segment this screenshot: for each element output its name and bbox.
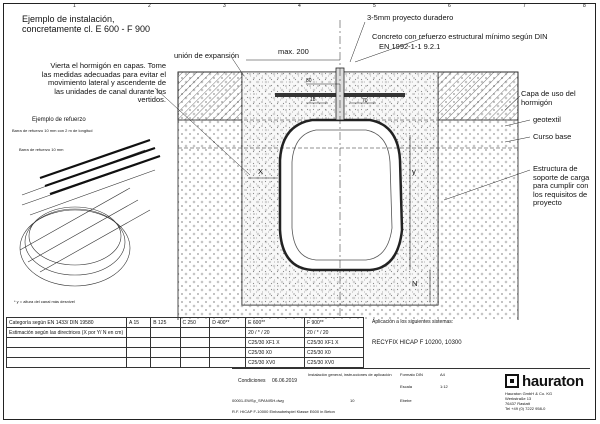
scale-value: 1:12 xyxy=(440,384,448,389)
zone-5: 5 xyxy=(373,3,376,9)
format-label: Formato DIN xyxy=(400,372,423,377)
footnote: * y = altura del canal más desnivel xyxy=(14,299,75,304)
left-surface-slab xyxy=(178,72,242,120)
company-address xyxy=(505,391,552,411)
zone-1: 1 xyxy=(73,3,76,9)
spec-header-d400: D 400** xyxy=(210,318,246,328)
pour-line-2: las medidas adecuadas para evitar el xyxy=(41,69,166,79)
support-line-1: Estructura de xyxy=(533,164,578,173)
spec-header-a15: A 15 xyxy=(127,318,151,328)
dim-70: 70 xyxy=(362,98,368,104)
address-line-3: 76437 Rastatt xyxy=(505,401,530,406)
company-phone: Tel +49 (0) 7222 958-0 xyxy=(505,406,546,411)
table-row xyxy=(7,338,364,348)
page-number: 10 xyxy=(350,398,355,403)
address-line-1: Hauraton GmbH & Co. KG xyxy=(505,391,553,396)
pour-line-1: Vierta el hormigón en capas. Tome xyxy=(50,61,166,70)
spec-cell: C25/30 XV0 xyxy=(246,358,305,368)
rebar-label-b: Barra de refuerzo 10 mm xyxy=(19,147,64,152)
wear-layer-line-1: Capa de uso del xyxy=(521,89,576,98)
pour-line-5: vertidos. xyxy=(137,95,166,104)
zone-4: 4 xyxy=(298,3,301,9)
title-line-2: concretamente cl. E 600 - F 900 xyxy=(22,24,151,34)
support-line-2: soporte de carga xyxy=(533,172,590,182)
rebar-label-a: Barra de refuerzo 10 mm con 2 m de longitud xyxy=(12,128,93,133)
spec-header-c250: C 250 xyxy=(180,318,210,328)
application-label: Aplicación a los siguientes sistemas: xyxy=(372,319,454,325)
address-line-2: Werkstraße 13 xyxy=(505,396,532,401)
label-expansion-joint: unión de expansión xyxy=(174,51,240,60)
label-max-dim: max. 200 xyxy=(278,47,309,56)
right-surface-slab xyxy=(438,72,518,120)
zone-7: 7 xyxy=(523,3,526,9)
company-name: hauraton xyxy=(522,372,584,390)
spec-cell: C25/30 XF1 X xyxy=(305,338,364,348)
spec-header-category: Categoría según EN 1433/ DIN 19580 xyxy=(7,318,127,328)
dim-n: N xyxy=(412,279,418,288)
zone-8: 8 xyxy=(583,3,586,9)
support-line-5: proyecto xyxy=(533,198,562,207)
spec-cell: 20 / * / 20 xyxy=(246,328,305,338)
spec-header-b125: B 125 xyxy=(151,318,180,328)
label-geotextile: geotextil xyxy=(533,115,561,124)
dim-80: 80 xyxy=(306,78,312,84)
table-row xyxy=(7,348,364,358)
application-value: RECYFIX HICAP F 10200, 10300 xyxy=(372,340,462,346)
table-row xyxy=(7,318,364,328)
spec-cell: C25/30 XF1 X xyxy=(246,338,305,348)
spec-cell: Estimación según las directrices (X por Y/ N en cm) xyxy=(7,328,127,338)
label-durable: 3-5mm proyecto duradero xyxy=(367,13,454,22)
wear-layer-line-2: hormigón xyxy=(521,97,553,107)
label-concrete-1: Concreto con refuerzo estructural mínimo según DIN xyxy=(372,32,548,41)
dim-18: 18 xyxy=(310,97,316,103)
spec-cell: C25/30 X0 xyxy=(305,348,364,358)
file-name: 00001-EWSp_SPANISH.dwg xyxy=(232,398,284,403)
zone-2: 2 xyxy=(148,3,151,9)
rebar-example-title: Ejemplo de refuerzo xyxy=(32,117,86,123)
zone-3: 3 xyxy=(223,3,226,9)
table-row xyxy=(7,328,364,338)
drawing-reference-title: R.F. HICAP F-10000 Einbaubeispiel Klasse E600 in Beton xyxy=(232,409,335,414)
dim-y: y xyxy=(412,167,416,176)
label-concrete-2: EN 1992-1-1 9.2.1 xyxy=(379,42,441,51)
conditions-date: 06.06.2019 xyxy=(272,378,298,384)
spec-header-f900: F 900** xyxy=(305,318,364,328)
rebar-bars xyxy=(40,140,160,194)
spec-cell: C25/30 XV0 xyxy=(305,358,364,368)
scale-label: Escala xyxy=(400,384,413,389)
title-line-1: Ejemplo de instalación, xyxy=(22,14,115,24)
zone-6: 6 xyxy=(448,3,451,9)
support-line-3: para cumplir con xyxy=(533,181,589,190)
format-value: A4 xyxy=(440,372,445,377)
sheet-label: Ebebe xyxy=(400,398,412,403)
dim-x: X xyxy=(258,167,264,176)
label-base-course: Curso base xyxy=(533,132,572,141)
logo-icon xyxy=(505,374,519,388)
table-row xyxy=(7,358,364,368)
spec-cell: C25/30 X0 xyxy=(246,348,305,358)
spec-table xyxy=(6,317,364,368)
spec-header-e600: E 600** xyxy=(246,318,305,328)
instructions-title: Instalación general, instrucciones de aplicación xyxy=(308,372,392,377)
pour-line-3: movimiento lateral y ascendente de xyxy=(48,78,166,87)
company-logo xyxy=(505,372,587,390)
support-line-4: los requisitos de xyxy=(533,189,588,199)
pour-line-4: las unidades de canal durante los xyxy=(54,86,166,96)
conditions-label: Condiciones xyxy=(238,378,266,384)
spec-cell: 20 / * / 20 xyxy=(305,328,364,338)
